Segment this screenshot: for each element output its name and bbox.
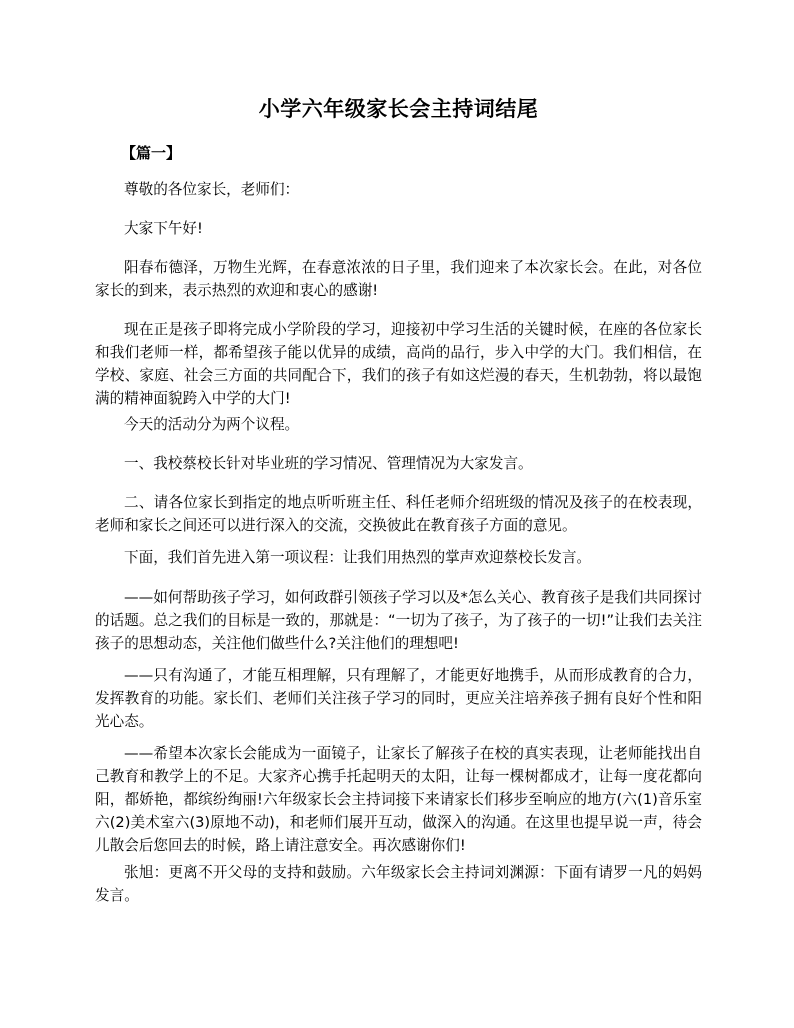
paragraph-agenda-intro: 今天的活动分为两个议程。 <box>124 416 300 433</box>
paragraph-dash-1: ——如何帮助孩子学习，如何政群引领孩子学习以及*怎么关心、教育孩子是我们共同探讨的话题。总之我们的目标是一致的，那就是：“一切为了孩子，为了孩子的一切!”让我们去关注孩子的思想动态，关注他们做些什么?关注他们的理想吧! <box>95 589 702 652</box>
paragraph-good-afternoon: 大家下午好! <box>124 220 203 237</box>
paragraph-first-item: 下面，我们首先进入第一项议程：让我们用热烈的掌声欢迎蔡校长发言。 <box>124 549 592 566</box>
paragraph-context: 现在正是孩子即将完成小学阶段的学习，迎接初中学习生活的关键时候，在座的各位家长和我们老师一样，都希望孩子能以优异的成绩，高尚的品行，步入中学的大门。我们相信，在学校、家庭、社会三方面的共同配合下，我们的孩子有如这烂漫的春天，生机勃勃，将以最饱满的精神面貌跨入中学的大门! <box>95 321 702 407</box>
paragraph-dash-2: ——只有沟通了，才能互相理解，只有理解了，才能更好地携手，从而形成教育的合力，发挥教育的功能。家长们、老师们关注孩子学习的同时，更应关注培养孩子拥有良好个性和阳光心态。 <box>95 667 702 730</box>
paragraph-agenda-item-2: 二、请各位家长到指定的地点听听班主任、科任老师介绍班级的情况及孩子的在校表现，老师和家长之间还可以进行深入的交流，交换彼此在教育孩子方面的意见。 <box>95 494 702 534</box>
paragraph-closing: 张旭：更离不开父母的支持和鼓励。六年级家长会主持词刘渊源：下面有请罗一凡的妈妈发言。 <box>95 864 702 904</box>
document-title: 小学六年级家长会主持词结尾 <box>258 97 539 121</box>
paragraph-greeting: 尊敬的各位家长，老师们： <box>124 181 300 198</box>
section-label: 【篇一】 <box>121 144 182 162</box>
paragraph-welcome: 阳春布德泽，万物生光辉，在春意浓浓的日子里，我们迎来了本次家长会。在此，对各位家长的到来，表示热烈的欢迎和衷心的感谢! <box>95 259 702 299</box>
paragraph-agenda-item-1: 一、我校蔡校长针对毕业班的学习情况、管理情况为大家发言。 <box>124 455 533 472</box>
paragraph-dash-3: ——希望本次家长会能成为一面镜子，让家长了解孩子在校的真实表现，让老师能找出自己教育和教学上的不足。大家齐心携手托起明天的太阳，让每一棵树都成才，让每一度花都向阳，都娇艳，都缤纷绚丽!六年级家长会主持词接下来请家长们移步至响应的地方(六(1)音乐室六(2)美术室六(3)原地不动)，和老师们展开互动，做深入的沟通。在这里也提早说一声，待会儿散会后您回去的时候，路上请注意安全。再次感谢你们! <box>95 745 702 854</box>
